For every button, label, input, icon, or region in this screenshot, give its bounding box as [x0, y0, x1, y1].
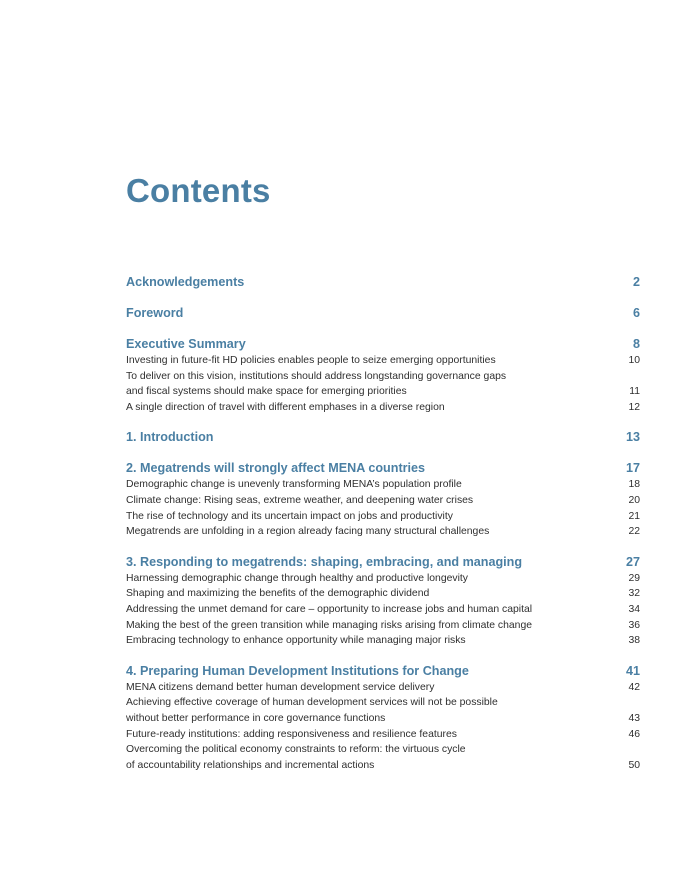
toc-entry-page: 34 — [628, 603, 640, 615]
toc-heading-title: 1. Introduction — [126, 430, 214, 445]
toc-section — [126, 273, 640, 291]
toc-section — [126, 459, 640, 539]
toc-entry-page: 46 — [628, 728, 640, 740]
toc-entry[interactable] — [126, 633, 640, 649]
toc-entry[interactable] — [126, 400, 640, 416]
toc-section — [126, 662, 640, 774]
toc-entry-text: A single direction of travel with different emphases in a diverse region — [126, 401, 445, 413]
toc-entry-text: Shaping and maximizing the benefits of the demographic dividend — [126, 588, 430, 600]
toc-entry[interactable] — [126, 524, 640, 540]
toc-entry-page: 12 — [628, 401, 640, 413]
toc-entry-text: and fiscal systems should make space for emerging priorities — [126, 386, 407, 398]
toc-heading-title: 3. Responding to megatrends: shaping, embracing, and managing — [126, 554, 523, 569]
toc-heading[interactable] — [126, 553, 640, 571]
toc-heading[interactable] — [126, 273, 640, 291]
toc-section — [126, 553, 640, 649]
toc-heading-title: Executive Summary — [126, 337, 246, 351]
toc-entry[interactable] — [126, 571, 640, 587]
toc-entry-page: 43 — [628, 712, 640, 724]
toc-heading-page: 2 — [632, 275, 640, 289]
toc-entry[interactable] — [126, 618, 640, 634]
toc-entry-text: The rise of technology and its uncertain impact on jobs and productivity — [126, 510, 453, 522]
toc-heading[interactable] — [126, 428, 640, 446]
toc-entry-text: Climate change: Rising seas, extreme weather, and deepening water crises — [126, 494, 474, 506]
toc-entry-text: Addressing the unmet demand for care – opportunity to increase jobs and human capital — [126, 603, 533, 615]
toc-entry-text: of accountability relationships and incremental actions — [126, 759, 375, 771]
toc-heading-title: Foreword — [126, 306, 184, 320]
toc-entry-page: 36 — [628, 619, 640, 631]
toc-entry[interactable] — [126, 695, 640, 711]
toc-entry-text: Making the best of the green transition while managing risks arising from climate change — [126, 619, 533, 631]
toc-entry[interactable] — [126, 586, 640, 602]
toc-section — [126, 335, 640, 415]
toc-entry-page: 22 — [628, 526, 640, 538]
table-of-contents — [126, 273, 640, 786]
toc-entry[interactable] — [126, 602, 640, 618]
toc-entry[interactable] — [126, 369, 640, 385]
toc-heading[interactable] — [126, 459, 640, 477]
toc-entry[interactable] — [126, 727, 640, 743]
toc-heading-title: 2. Megatrends will strongly affect MENA countries — [126, 461, 426, 476]
toc-section — [126, 304, 640, 322]
toc-entry-text: Harnessing demographic change through healthy and productive longevity — [126, 572, 468, 584]
toc-entry[interactable] — [126, 353, 640, 369]
toc-heading[interactable] — [126, 304, 640, 322]
toc-entry-text: Achieving effective coverage of human development services will not be possible — [126, 697, 498, 709]
toc-entry-page: 38 — [628, 635, 640, 647]
toc-entry[interactable] — [126, 758, 640, 774]
toc-entry[interactable] — [126, 742, 640, 758]
toc-entry-text: To deliver on this vision, institutions should address longstanding governance gaps — [126, 370, 507, 382]
toc-entry-text: Future-ready institutions: adding responsiveness and resilience features — [126, 728, 457, 740]
toc-entry-page: 10 — [628, 355, 640, 366]
toc-heading-page: 6 — [632, 306, 640, 320]
toc-entry-page: 11 — [629, 386, 640, 398]
toc-section — [126, 428, 640, 446]
toc-entry-text: MENA citizens demand better human development service delivery — [126, 681, 435, 693]
toc-entry-page: 21 — [628, 510, 640, 522]
toc-entry-page: 29 — [628, 572, 640, 584]
page-title: Contents — [126, 172, 271, 209]
toc-heading-page: 13 — [625, 430, 640, 445]
toc-entry-text: Investing in future-fit HD policies enables people to seize emerging opportunities — [126, 355, 496, 366]
toc-entry-page: 20 — [628, 494, 640, 506]
toc-heading-title: Acknowledgements — [126, 275, 245, 289]
toc-entry[interactable] — [126, 509, 640, 525]
toc-entry-text: Overcoming the political economy constraints to reform: the virtuous cycle — [126, 744, 466, 756]
toc-heading-title: 4. Preparing Human Development Institutions for Change — [126, 663, 469, 678]
toc-entry[interactable] — [126, 493, 640, 509]
toc-entry[interactable] — [126, 384, 640, 400]
toc-entry-page: 18 — [628, 479, 640, 491]
toc-entry[interactable] — [126, 711, 640, 727]
toc-entry[interactable] — [126, 680, 640, 696]
toc-entry[interactable] — [126, 477, 640, 493]
toc-heading[interactable] — [126, 662, 640, 680]
toc-heading[interactable] — [126, 335, 640, 353]
toc-entry-page: 32 — [628, 588, 640, 600]
toc-heading-page: 41 — [625, 663, 640, 678]
toc-entry-text: without better performance in core governance functions — [126, 712, 386, 724]
toc-heading-page: 17 — [625, 461, 640, 476]
toc-heading-page: 27 — [625, 554, 640, 569]
toc-heading-page: 8 — [632, 337, 640, 351]
toc-entry-text: Demographic change is unevenly transforming MENA’s population profile — [126, 479, 462, 491]
toc-entry-text: Embracing technology to enhance opportunity while managing major risks — [126, 635, 466, 647]
toc-entry-text: Megatrends are unfolding in a region already facing many structural challenges — [126, 526, 490, 538]
toc-entry-page: 42 — [628, 681, 640, 693]
toc-entry-page: 50 — [628, 759, 640, 771]
